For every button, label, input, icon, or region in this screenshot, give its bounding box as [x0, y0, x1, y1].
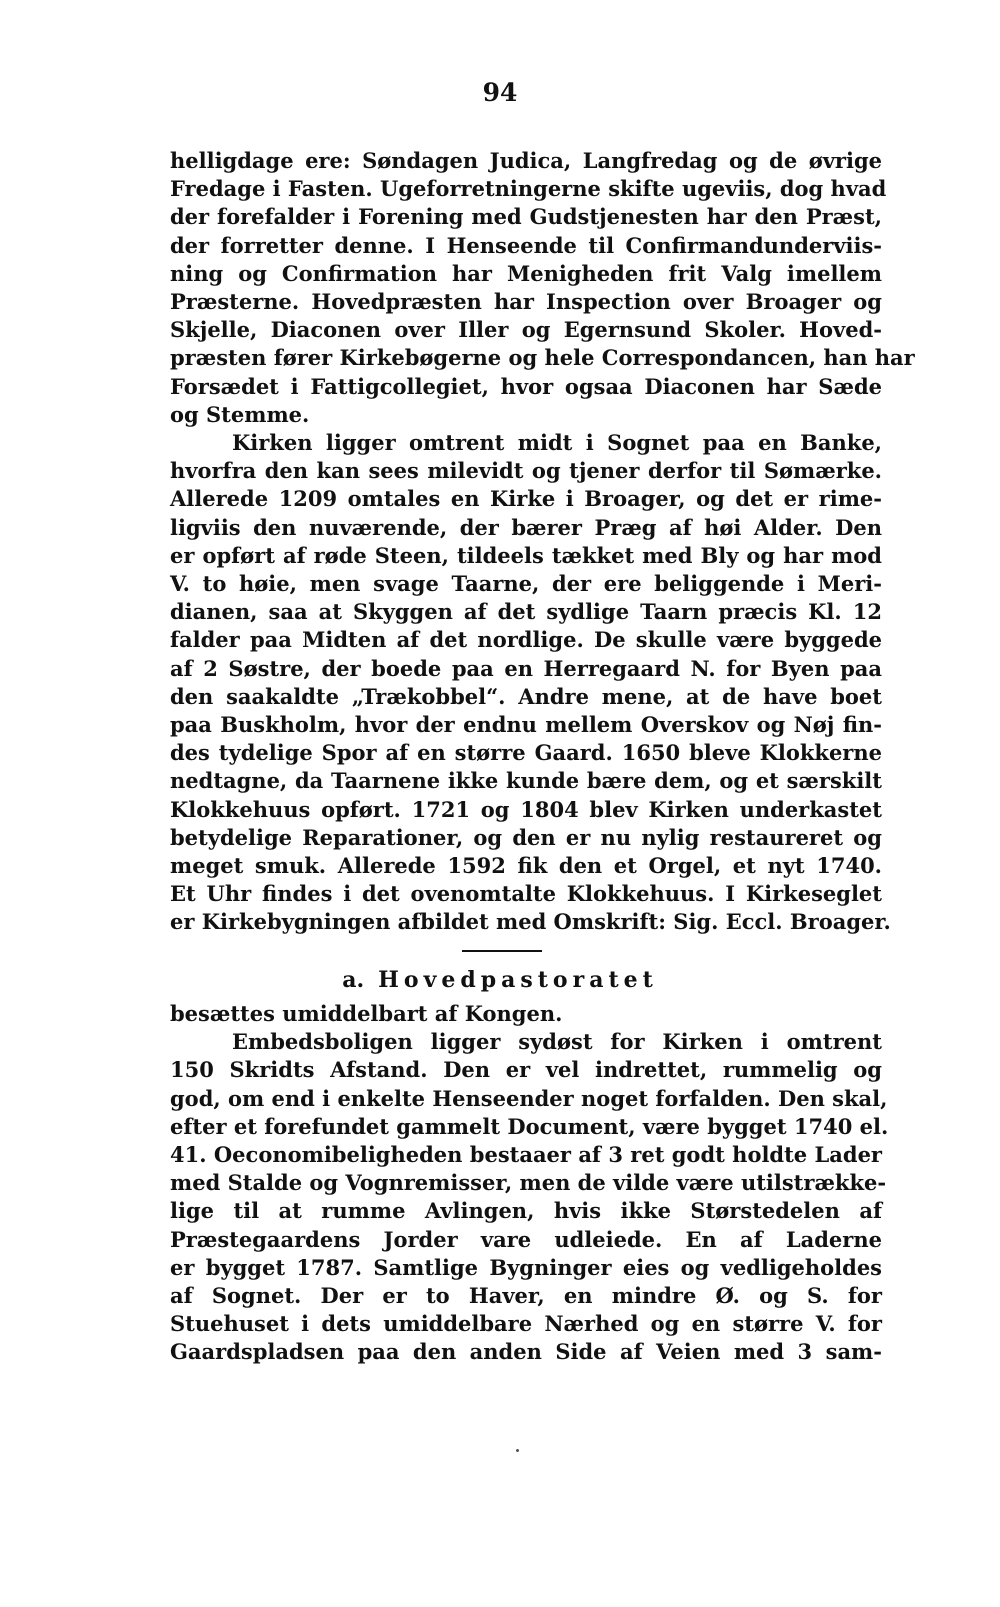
text-line: nedtagne, da Taarnene ikke kunde bære dem, og et særskilt: [170, 768, 882, 794]
text-line: paa Buskholm, hvor der endnu mellem Overskov og Nøj fin-: [170, 712, 882, 738]
text-line: betydelige Reparationer, og den er nu nylig restaureret og: [170, 824, 882, 850]
text-line: der forefalder i Forening med Gudstjenesten har den Præst,: [170, 204, 882, 230]
text-line: Kirken ligger omtrent midt i Sognet paa en Banke,: [232, 430, 882, 456]
text-line: efter et forefundet gammelt Document, være bygget 1740 el.: [170, 1113, 889, 1139]
text-line: god, om end i enkelte Henseender noget forfalden. Den skal,: [170, 1085, 888, 1111]
text-line: dianen, saa at Skyggen af det sydlige Taarn præcis Kl. 12: [170, 599, 882, 625]
text-line: falder paa Midten af det nordlige. De skulle være byggede: [170, 627, 882, 653]
text-line: V. to høie, men svage Taarne, der ere beliggende i Meri-: [170, 571, 882, 597]
text-line: og Stemme.: [170, 401, 310, 427]
text-block-parish-notes: [170, 147, 915, 937]
section-marker: a.: [342, 967, 365, 993]
text-line: des tydelige Spor af en større Gaard. 1650 bleve Klokkerne: [170, 740, 882, 766]
text-line: præsten fører Kirkebøgerne og hele Correspondancen, han har: [170, 345, 915, 371]
text-line: Skjelle, Diaconen over Iller og Egernsund Skoler. Hoved-: [170, 317, 882, 343]
section-divider: [462, 950, 542, 952]
text-line: ning og Confirmation har Menigheden frit Valg imellem: [170, 260, 882, 286]
print-speck: [516, 1449, 519, 1452]
text-line: 150 Skridts Afstand. Den er vel indrettet, rummelig og: [170, 1057, 882, 1083]
text-line: Embedsboligen ligger sydøst for Kirken i omtrent: [232, 1029, 882, 1055]
text-line: er bygget 1787. Samtlige Bygninger eies og vedligeholdes: [170, 1254, 882, 1280]
text-line: lige til at rumme Avlingen, hvis ikke Størstedelen af: [170, 1198, 882, 1224]
text-line: Klokkehuus opført. 1721 og 1804 blev Kirken underkastet: [170, 796, 882, 822]
text-line: Præsterne. Hovedpræsten har Inspection over Broager og: [170, 289, 882, 315]
text-line: den saakaldte „Trækobbel“. Andre mene, at de have boet: [170, 683, 882, 709]
text-line: Et Uhr findes i det ovenomtalte Klokkehuus. I Kirkeseglet: [170, 881, 882, 907]
text-line: besættes umiddelbart af Kongen.: [170, 1001, 563, 1026]
text-line: helligdage ere: Søndagen Judica, Langfredag og de øvrige: [170, 148, 882, 173]
text-line: er opført af røde Steen, tildeels tækket med Bly og har mod: [170, 542, 882, 568]
page-number: 94: [482, 78, 518, 107]
text-line: meget smuk. Allerede 1592 fik den et Orgel, et nyt 1740.: [170, 853, 882, 879]
text-line: af Sognet. Der er to Haver, en mindre Ø. og S. for: [170, 1283, 882, 1309]
text-line: Allerede 1209 omtales en Kirke i Broager, og det er rime-: [170, 486, 882, 512]
text-line: Forsædet i Fattigcollegiet, hvor ogsaa Diaconen har Sæde: [170, 373, 882, 399]
section-heading: [0, 967, 1000, 993]
text-line: ligviis den nuværende, der bærer Præg af høi Alder. Den: [170, 514, 882, 540]
text-line: Præstegaardens Jorder vare udleiede. En af Laderne: [170, 1226, 882, 1252]
text-line: der forretter denne. I Henseende til Confirmandunderviis-: [170, 232, 882, 258]
text-line: 41. Oeconomibeligheden bestaaer af 3 ret godt holdte Lader: [170, 1142, 882, 1168]
text-line: Stuehuset i dets umiddelbare Nærhed og en større V. for: [170, 1311, 882, 1337]
section-title: Hovedpastoratet: [378, 967, 658, 993]
text-line: hvorfra den kan sees milevidt og tjener derfor til Sømærke.: [170, 458, 882, 484]
text-block-main-pastorate: [170, 1000, 889, 1367]
text-line: er Kirkebygningen afbildet med Omskrift: Sig. Eccl. Broager.: [170, 909, 891, 935]
text-line: Fredage i Fasten. Ugeforretningerne skifte ugeviis, dog hvad: [170, 176, 887, 202]
text-line: med Stalde og Vognremisser, men de vilde være utilstrække-: [170, 1170, 887, 1196]
text-line: Gaardspladsen paa den anden Side af Veien med 3 sam-: [170, 1339, 882, 1365]
text-line: af 2 Søstre, der boede paa en Herregaard N. for Byen paa: [170, 655, 882, 681]
